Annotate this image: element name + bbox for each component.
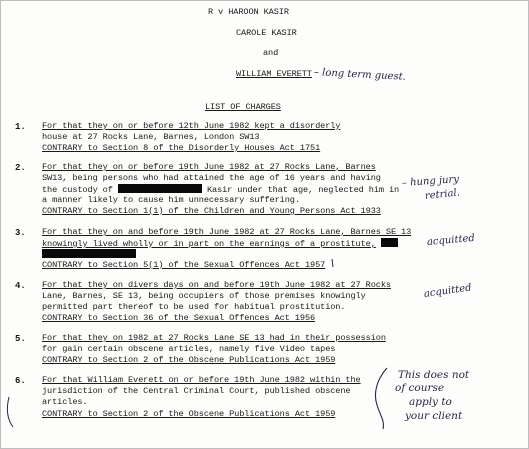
redaction-bar bbox=[118, 184, 202, 193]
charge-text: a manner likely to cause him unnecessary suffering. bbox=[42, 195, 300, 205]
handwritten-note: retrial. bbox=[424, 187, 461, 202]
charge-statute: CONTRARY to Section 1(1) of the Children and Young Persons Act 1933 bbox=[42, 206, 381, 216]
charge-text: jurisdiction of the Central Criminal Court, published obscene bbox=[42, 386, 351, 396]
charge-text: Lane, Barnes, SE 13, being occupiers of those premises knowingly bbox=[42, 291, 366, 301]
charge-text-fragment: Kasir under that age, neglected him in bbox=[206, 185, 400, 195]
charge-text: For that they on or before 19th June 1982 at 27 Rocks Lane, Barnes bbox=[42, 162, 376, 172]
correction-stroke bbox=[332, 259, 333, 267]
charge-text: permitted part thereof to be used for habitual prostitution. bbox=[42, 302, 346, 312]
charge-number: 4. bbox=[15, 281, 26, 291]
charge-text: for gain certain obscene articles, namely five Video tapes bbox=[42, 344, 336, 354]
charge-text: For that they on and before 19th June 1982 at 27 Rocks Lane, Barnes SE 13 bbox=[42, 227, 412, 237]
document-heading: LIST OF CHARGES bbox=[205, 102, 281, 112]
charge-number: 2. bbox=[15, 163, 26, 173]
conjunction: and bbox=[263, 48, 279, 58]
charge-text: For that William Everett on or before 19th June 1982 within the bbox=[42, 375, 361, 385]
handwritten-note: apply to bbox=[409, 396, 452, 408]
handwritten-note: your client bbox=[405, 410, 463, 422]
case-title: R v HAROON KASIR bbox=[208, 7, 289, 17]
margin-bracket-stroke bbox=[375, 368, 387, 429]
handwritten-note: – long term guest. bbox=[313, 67, 407, 83]
charge-statute: CONTRARY to Section 8 of the Disorderly Houses Act 1751 bbox=[42, 143, 321, 153]
handwritten-note: acquitted bbox=[426, 232, 476, 248]
handwritten-note: – hung jury bbox=[401, 174, 460, 189]
charge-number: 5. bbox=[15, 334, 26, 344]
redaction-bar bbox=[381, 238, 398, 247]
handwritten-note: of course bbox=[395, 382, 445, 394]
charge-statute: CONTRARY to Section 5(1) of the Sexual Offences Act 1957 bbox=[42, 260, 326, 270]
charge-text: For that they on 1982 at 27 Rocks Lane SE 13 had in their possession bbox=[42, 333, 386, 343]
handwritten-note: This does not bbox=[398, 369, 470, 381]
charge-number: 1. bbox=[15, 122, 26, 132]
handwritten-note: acquitted bbox=[423, 282, 473, 300]
charge-statute: CONTRARY to Section 2 of the Obscene Publications Act 1959 bbox=[42, 409, 336, 419]
charge-text: For that they on divers days on and before 19th June 1982 at 27 Rocks bbox=[42, 280, 391, 290]
redaction-bar bbox=[42, 249, 136, 258]
margin-arc-stroke bbox=[7, 397, 13, 427]
charge-text: SW13, being persons who had attained the age of 16 years and having bbox=[42, 173, 381, 183]
defendant-name: CAROLE KASIR bbox=[236, 28, 297, 38]
charge-number: 3. bbox=[15, 228, 26, 238]
charge-text: For that they on or before 12th June 1982 kept a disorderly bbox=[42, 121, 341, 131]
charge-number: 6. bbox=[15, 376, 26, 386]
charge-text: articles. bbox=[42, 397, 88, 407]
charge-statute: CONTRARY to Section 36 of the Sexual Offences Act 1956 bbox=[42, 313, 316, 323]
charge-text: house at 27 Rocks Lane, Barnes, London SW13 bbox=[42, 132, 260, 142]
charge-text-fragment: the custody of bbox=[42, 185, 113, 195]
defendant-name: WILLIAM EVERETT bbox=[236, 69, 312, 79]
charge-text-fragment: knowingly lived wholly or in part on the earnings of a prostitute, bbox=[42, 239, 376, 249]
charge-statute: CONTRARY to Section 2 of the Obscene Publications Act 1959 bbox=[42, 355, 336, 365]
